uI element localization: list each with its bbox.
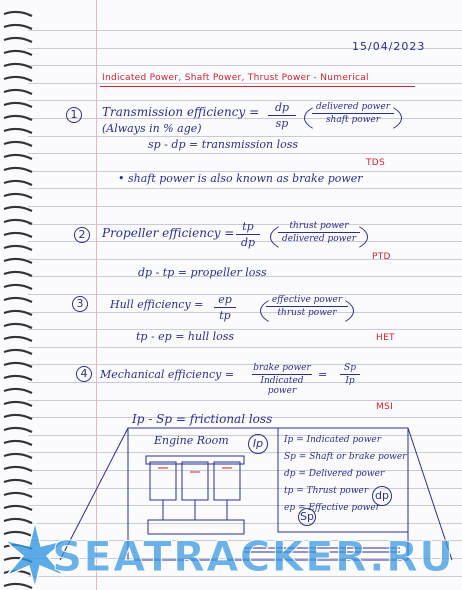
item-4-label: Mechanical efficiency = (100, 368, 235, 381)
page-date: 15/04/2023 (352, 40, 426, 53)
legend-item: tp = Thrust power (284, 486, 369, 496)
legend-item: Sp = Shaft or brake power (284, 452, 407, 462)
item-2-paren-num: thrust power (289, 221, 349, 231)
item-1-note: • shaft power is also known as brake power (118, 172, 363, 185)
item-1-denominator: sp (275, 117, 289, 130)
item-4-denominator-2: Ip (345, 376, 355, 386)
legend-item: dp = Delivered power (284, 469, 385, 479)
item-1-numerator: dp (274, 101, 290, 114)
item-number-1: 1 (66, 107, 82, 123)
item-2-tag: PTD (372, 252, 391, 262)
dp-circle: dp (372, 486, 392, 506)
page-heading: Indicated Power, Shaft Power, Thrust Power - Numerical (102, 73, 369, 83)
item-2-denominator: dp (240, 236, 256, 249)
sp-circle: Sp (298, 508, 316, 526)
item-number-2: 2 (74, 227, 90, 243)
item-3-tag: HET (376, 333, 395, 343)
item-2-paren-den: delivered power (281, 234, 357, 244)
item-number-3: 3 (72, 296, 88, 312)
item-3-numerator: ep (218, 293, 232, 306)
item-4-numerator-2: Sp (344, 363, 356, 373)
legend-item: Ip = Indicated power (284, 435, 382, 445)
item-1-label: Transmission efficiency = (102, 105, 260, 119)
item-4-numerator: brake power (253, 363, 311, 373)
item-1-paren-num: delivered power (315, 102, 391, 112)
item-3-denominator: tp (219, 309, 231, 322)
engine-room-label: Engine Room (154, 434, 229, 447)
item-3-label: Hull efficiency = (110, 298, 204, 311)
item-1-loss: sp - dp = transmission loss (148, 138, 299, 151)
watermark-text: SEATRACKER.RU (52, 532, 455, 581)
item-number-4: 4 (76, 366, 92, 382)
ip-circle: Ip (248, 434, 268, 454)
item-4-loss: Ip - Sp = frictional loss (132, 412, 273, 426)
item-2-loss: dp - tp = propeller loss (138, 266, 267, 279)
item-3-paren-num: effective power (271, 295, 343, 305)
item-4-eq: = (318, 368, 328, 381)
item-1-paren-den: shaft power (325, 115, 381, 125)
item-3-loss: tp - ep = hull loss (136, 330, 235, 343)
item-1-sub: (Always in % age) (102, 122, 202, 135)
item-4-denominator: Indicated power (260, 376, 304, 396)
item-1-tag: TDS (366, 158, 386, 168)
legend-list (284, 432, 407, 517)
item-2-numerator: tp (242, 220, 254, 233)
item-4-tag: MSI (376, 402, 394, 412)
item-3-paren-den: thrust power (277, 308, 337, 318)
legend-item: ep = Effective power (284, 503, 380, 513)
item-2-label: Propeller efficiency = (102, 226, 235, 240)
